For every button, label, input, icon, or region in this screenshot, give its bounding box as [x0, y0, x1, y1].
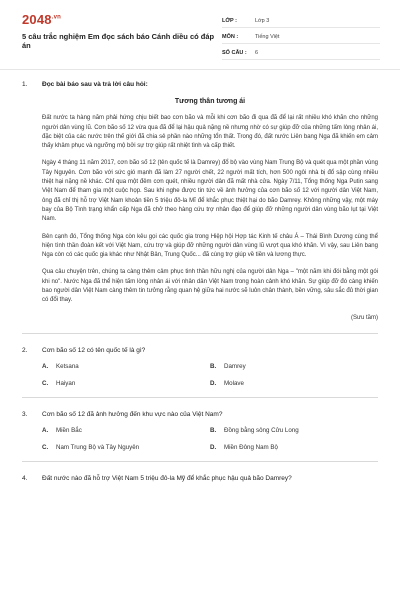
option-text: Miền Bắc: [56, 426, 82, 434]
passage-title: Tương thân tương ái: [174, 98, 246, 105]
divider: [22, 333, 378, 334]
option-text: Ketsana: [56, 362, 79, 370]
meta-key: MÔN :: [222, 33, 239, 40]
question-header: [22, 80, 378, 89]
logo-suffix: .vn: [51, 14, 62, 21]
divider: [22, 397, 378, 398]
meta-row-count: [222, 46, 380, 60]
question-3: [22, 410, 378, 451]
divider: [22, 461, 378, 462]
meta-key: SỐ CÂU :: [222, 49, 247, 56]
option-text: Haiyan: [56, 379, 76, 387]
question-number: 4.: [22, 474, 28, 482]
question-number: 1.: [22, 81, 28, 88]
question-header: [22, 346, 378, 355]
question-prompt: Cơn bão số 12 có tên quốc tế là gì?: [42, 346, 146, 354]
question-prompt: Đọc bài báo sau và trả lời câu hỏi:: [42, 81, 148, 88]
page-header: [0, 0, 400, 70]
question-1: [22, 80, 378, 323]
option-letter: B.: [210, 426, 217, 434]
answer-options: [42, 427, 378, 451]
passage-source: (Sưu tầm): [350, 314, 378, 321]
site-logo[interactable]: [22, 12, 61, 27]
question-prompt: Cơn bão số 12 đã ảnh hưởng đến khu vực nào của Việt Nam?: [42, 410, 223, 418]
answer-option-b[interactable]: [210, 427, 378, 434]
option-letter: A.: [42, 362, 49, 370]
meta-value: Tiếng Việt: [255, 33, 280, 40]
answer-option-d[interactable]: [210, 380, 378, 387]
option-letter: D.: [210, 443, 217, 451]
option-text: Đồng bằng sông Cửu Long: [224, 426, 299, 434]
question-header: [22, 474, 378, 483]
reading-passage: [42, 97, 378, 323]
answer-option-c[interactable]: [42, 444, 210, 451]
meta-key: LỚP :: [222, 17, 237, 24]
question-number: 3.: [22, 410, 28, 418]
answer-option-d[interactable]: [210, 444, 378, 451]
answer-option-b[interactable]: [210, 363, 378, 370]
logo-text: 2048: [22, 12, 52, 27]
question-prompt: Đất nước nào đã hỗ trợ Việt Nam 5 triệu đô-la Mỹ để khắc phục hậu quả bão Damrey?: [42, 474, 292, 482]
meta-row-grade: [222, 14, 380, 28]
meta-row-subject: [222, 30, 380, 44]
option-text: Damrey: [224, 362, 246, 370]
quiz-content: [22, 80, 378, 483]
option-letter: D.: [210, 379, 217, 387]
passage-paragraph: Đất nước ta hàng năm phải hứng chịu biết bao cơn bão và mỗi khi cơn bão đi qua đã để lại rất nhiều khó khăn cho những người dân vùng lũ. Cơn bão số 12 vừa qua đã để lại hậu quả nặng nề nhưng nhờ có sự giúp đỡ của những tấm lòng nhân ái, đặc biệt của các nước trên thế giới đã chia sẻ phần nào những tổn thất. Trong đó, đất nước Liên bang Nga đã khiến em cảm thấy khâm phục và ngưỡng mộ bởi sự trợ giúp rất nhiệt tình và cấp thiết.: [42, 115, 378, 150]
option-text: Nam Trung Bộ và Tây Nguyên: [56, 443, 140, 451]
passage-paragraph: Qua câu chuyện trên, chúng ta càng thêm cảm phục tinh thần hữu nghị của người dân Nga – "một năm khi đói bằng một gói khi no". Nước Nga đã thể hiện tấm lòng nhân ái với nhân dân Việt Nam trong hoàn cảnh khó khăn. Sự giúp đỡ đó càng khiến bao người dân Việt Nam càng thêm tin tưởng rằng quan hệ giữa hai nước sẽ luôn chân thành, bền vững, sâu sắc đủ thời gian có đổi thay.: [42, 269, 378, 304]
document-title: 5 câu trắc nghiệm Em đọc sách báo Cánh diều có đáp án: [22, 32, 215, 50]
option-letter: C.: [42, 443, 49, 451]
meta-value: Lớp 3: [255, 17, 270, 24]
meta-value: 6: [255, 49, 259, 56]
question-2: [22, 346, 378, 387]
option-text: Molave: [224, 379, 244, 387]
meta-table: [222, 14, 380, 62]
passage-paragraph: Bên cạnh đó, Tổng thống Nga còn kêu gọi các quốc gia trong Hiệp hội Hợp tác Kinh tế châu Á – Thái Bình Dương cùng thể hiện tình thần đoàn kết với Việt Nam, cứu trợ và giúp đỡ những người dân vùng lũ vượt qua khó khăn. Vì vậy, sau Liên bang Nga còn có các quốc gia khác như Nhật Bản, Trung Quốc... đã cùng trợ giúp về tiền và lương thực.: [42, 233, 378, 259]
answer-option-a[interactable]: [42, 363, 210, 370]
option-letter: C.: [42, 379, 49, 387]
passage-paragraph: Ngày 4 tháng 11 năm 2017, cơn bão số 12 (tên quốc tế là Damrey) đổ bộ vào vùng Nam Trung Bộ và quét qua một phần vùng Tây Nguyên. Cơn bão với sức gió mạnh đã làm 27 người chết, 22 người mất tích, hơn 500 ngôi nhà bị đổ sập cùng nhiều thiệt hại nặng nề khác. Chỉ qua một đêm cơn quét, nhiều người dân đã mất nhà cửa. Ngày 7/11, Tổng thống Nga Putin sang Việt Nam để tham gia một cuộc họp. Sau khi nghe được tin tức về ảnh hưởng của cơn bão số 12 với người dân Việt Nam, ông đã chỉ thị hỗ trợ Việt Nam khoản tiền 5 triệu đô-la Mĩ để khắc phục thiệt hại do bão Damrey. Không những vậy, một máy bay của Bộ Tình trạng khẩn cấp Nga đã chở theo hàng cứu trợ nhân đạo để giúp đỡ những người dân vùng bão lụt tại Việt Nam.: [42, 160, 378, 223]
option-letter: B.: [210, 362, 217, 370]
question-number: 2.: [22, 346, 28, 354]
question-4: [22, 474, 378, 483]
answer-option-a[interactable]: [42, 427, 210, 434]
answer-option-c[interactable]: [42, 380, 210, 387]
option-text: Miền Đông Nam Bộ: [224, 443, 278, 451]
answer-options: [42, 363, 378, 387]
question-header: [22, 410, 378, 419]
option-letter: A.: [42, 426, 49, 434]
